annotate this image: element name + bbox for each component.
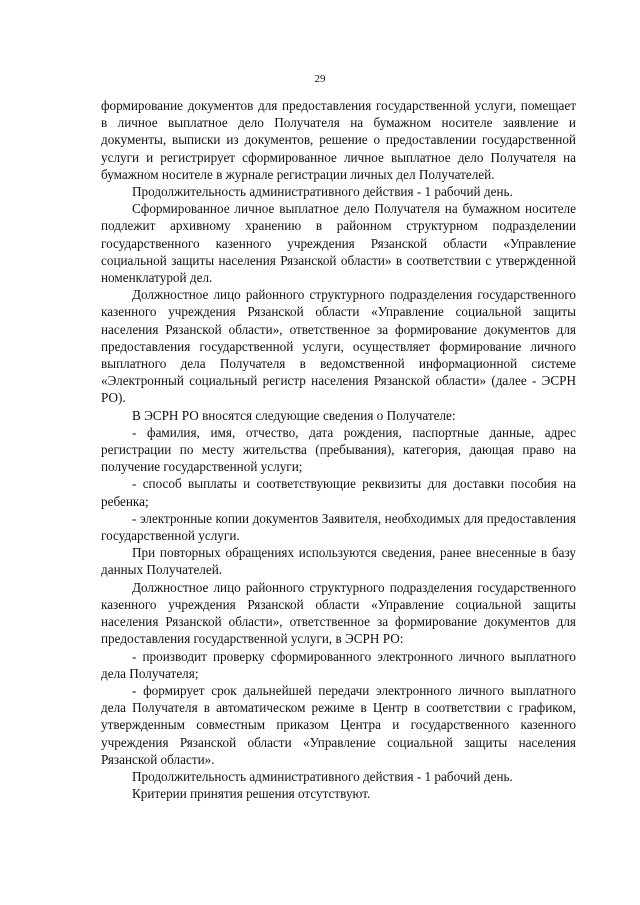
paragraph: Продолжительность административного действия - 1 рабочий день.: [132, 768, 513, 784]
paragraph: При повторных обращениях используются сведения, ранее внесенные в базу данных Получателей.: [101, 545, 576, 578]
list-item: - способ выплаты и соответствующие реквизиты для доставки пособия на ребенка;: [101, 476, 576, 509]
page-number: 29: [314, 73, 326, 85]
list-item: - электронные копии документов Заявителя, необходимых для предоставления государственной услуги.: [101, 510, 576, 544]
document-body: [101, 97, 576, 802]
list-item: - производит проверку сформированного электронного личного выплатного дела Получателя;: [101, 648, 576, 681]
paragraph: Должностное лицо районного структурного подразделения государственного казенного учреждения Рязанской области «Управление социальной защиты населения Рязанской области», ответственное за формирование документов для предоставления государственной услуги, осуществляет формирование личного выплатного дела Получателя в ведомственной информационной системе «Электронный социальный регистр населения Рязанской области» (далее - ЭСРН РО).: [101, 287, 576, 406]
paragraph: В ЭСРН РО вносятся следующие сведения о Получателе:: [132, 407, 456, 423]
paragraph: Сформированное личное выплатное дело Получателя на бумажном носителе подлежит архивному хранению в районном структурном подразделении государственного казенного учреждения Рязанской области «Управление социальной защиты населения Рязанской области» в соответствии с утвержденной номенклатурой дел.: [101, 201, 576, 286]
paragraph: Должностное лицо районного структурного подразделения государственного казенного учреждения Рязанской области «Управление социальной защиты населения Рязанской области», ответственное за формирование документов для предоставления государственной услуги, в ЭСРН РО:: [101, 579, 576, 647]
paragraph: Продолжительность административного действия - 1 рабочий день.: [132, 184, 513, 200]
list-item: - формирует срок дальнейшей передачи электронного личного выплатного дела Получателя в автоматическом режиме в Центр в соответствии с графиком, утвержденным совместным приказом Центра и государственного казенного учреждения Рязанской области «Управление социальной защиты населения Рязанской области».: [101, 682, 576, 767]
list-item: - фамилия, имя, отчество, дата рождения, паспортные данные, адрес регистрации по месту жительства (пребывания), категория, дающая право на получение государственной услуги;: [101, 424, 576, 475]
paragraph: формирование документов для предоставления государственной услуги, помещает в личное выплатное дело Получателя на бумажном носителе заявление и документы, выписки из документов, решение о предоставлении государственной услуги и регистрирует сформированное личное выплатное дело Получателя на бумажном носителе в журнале регистрации личных дел Получателей.: [101, 98, 576, 182]
paragraph: Критерии принятия решения отсутствуют.: [132, 786, 371, 802]
